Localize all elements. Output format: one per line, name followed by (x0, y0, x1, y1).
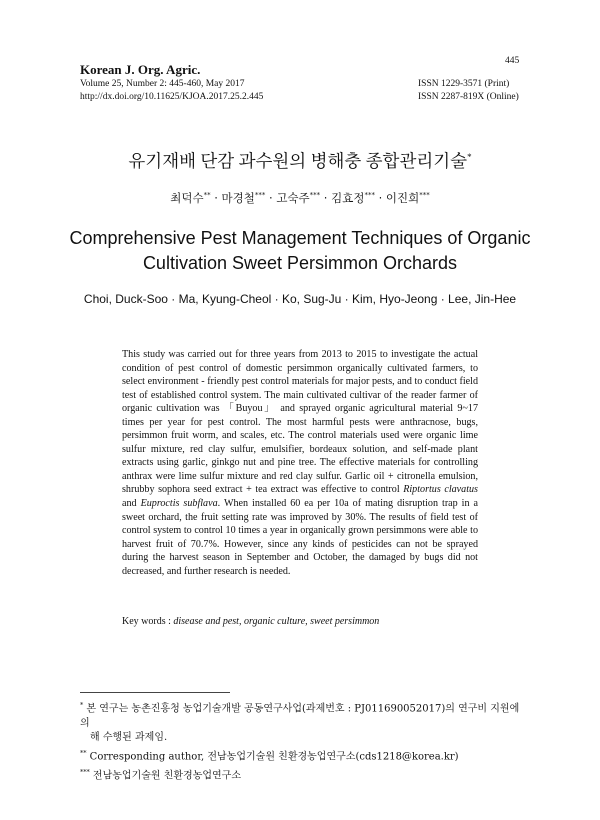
footnote-text: Corresponding author, 전남농업기술원 친환경농업연구소(cds1218@korea.kr) (86, 751, 459, 763)
author-separator: · (210, 191, 222, 205)
abstract-text: This study was carried out for three years from 2013 to 2015 to investigate the actual condition of pest control of domestic persimmon organically cultivated farmers, to select environment - friendly pest control materials for major pests, and to conduct field test of established control system. The main cultivated cultivar of the reader farmer of organic cultivation was 「Buyou」 and sprayed organic agricultural material 9~17 times per year for pest control. The most harmful pests were anthracnose, bugs, persimmon fruit worm, and scales, etc. The control materials used were organic lime sulfur mixture, red clay sulfur, emulsifier, bordeaux solution, and self-made plant extracts using garlic, ginkgo nut and pine tree. The effective materials for controlling anthrax were lime sulfur mixture and red clay sulfur. Garlic oil + citronella emulsion, shrubby sophora seed extract + tea extract was effective to control (122, 349, 478, 496)
author-separator: · (265, 191, 277, 205)
abstract-text: and (122, 498, 141, 510)
author-mark: *** (419, 191, 430, 200)
title-footnote-mark: * (467, 152, 472, 163)
keywords-terms: disease and pest, organic culture, sweet persimmon (173, 616, 380, 627)
authors-english: Choi, Duck-Soo · Ma, Kyung-Cheol · Ko, Sug-Ju · Kim, Hyo-Jeong · Lee, Jin-Hee (83, 292, 517, 306)
footnote-affiliation (80, 765, 520, 784)
keywords-label: Key words : (122, 616, 174, 627)
species-name: Euproctis subflava (140, 498, 218, 510)
footnote-text: 전남농업기술원 친환경농업연구소 (89, 769, 242, 781)
footnote-corresponding (80, 746, 520, 765)
author-kr: 김효정 (331, 191, 365, 205)
keywords (122, 616, 478, 627)
title-english-line: Cultivation Sweet Persimmon Orchards (142, 253, 458, 273)
page-number: 445 (505, 56, 520, 66)
title-korean (0, 148, 600, 173)
journal-name: Korean J. Org. Agric. (80, 62, 201, 77)
title-english (60, 226, 540, 276)
abstract-text: . When installed 60 ea per 10a of mating disruption trap in a sweet orchard, the fruit setting rate was improved by 30%. The results of field test of control system to control 10 times a year in organically grown persimmons were able to harvest fruit of 70.7%. However, since any kinds of pesticides can not be sprayed during the harvest season in September and October, the damaged by bugs did not decreased, and further research is needed. (122, 498, 478, 577)
footnote-mark: *** (80, 767, 90, 776)
footnote-mark: ** (80, 748, 87, 757)
issn-block (418, 78, 519, 103)
footnote-divider (80, 692, 230, 693)
footnote-text: 본 연구는 농촌진흥청 농업기술개발 공동연구사업(과제번호 : PJ011690052017)의 연구비 지원에 의 (80, 703, 520, 729)
author-kr: 이진희 (385, 191, 420, 205)
author-kr: 최덕수 (170, 191, 204, 205)
title-english-line: Comprehensive Pest Management Techniques of Organic (69, 228, 531, 248)
author-kr: 마경철 (221, 191, 255, 205)
abstract (122, 348, 478, 578)
issn-print: ISSN 1229-3571 (Print) (418, 79, 510, 89)
journal-meta (80, 78, 263, 103)
species-name: Riptortus clavatus (403, 484, 478, 496)
author-separator: · (374, 191, 386, 205)
footnotes (80, 698, 520, 783)
issn-online: ISSN 2287-819X (Online) (418, 91, 519, 102)
author-mark: *** (364, 191, 375, 200)
doi-link[interactable]: http://dx.doi.org/10.11625/KJOA.2017.25.2.445 (80, 91, 264, 102)
authors-korean (0, 190, 600, 206)
footnote-funding (80, 698, 520, 731)
title-korean-text: 유기재배 단감 과수원의 병해충 종합관리기술 (128, 151, 468, 171)
author-separator: · (320, 191, 332, 205)
footnote-mark: * (80, 701, 84, 709)
author-mark: *** (309, 191, 321, 200)
author-mark: ** (203, 191, 211, 200)
footnote-continuation: 해 수행된 과제임. (90, 732, 168, 744)
volume-line: Volume 25, Number 2: 445-460, May 2017 (80, 79, 245, 89)
author-mark: *** (254, 191, 266, 200)
author-kr: 고숙주 (276, 191, 310, 205)
